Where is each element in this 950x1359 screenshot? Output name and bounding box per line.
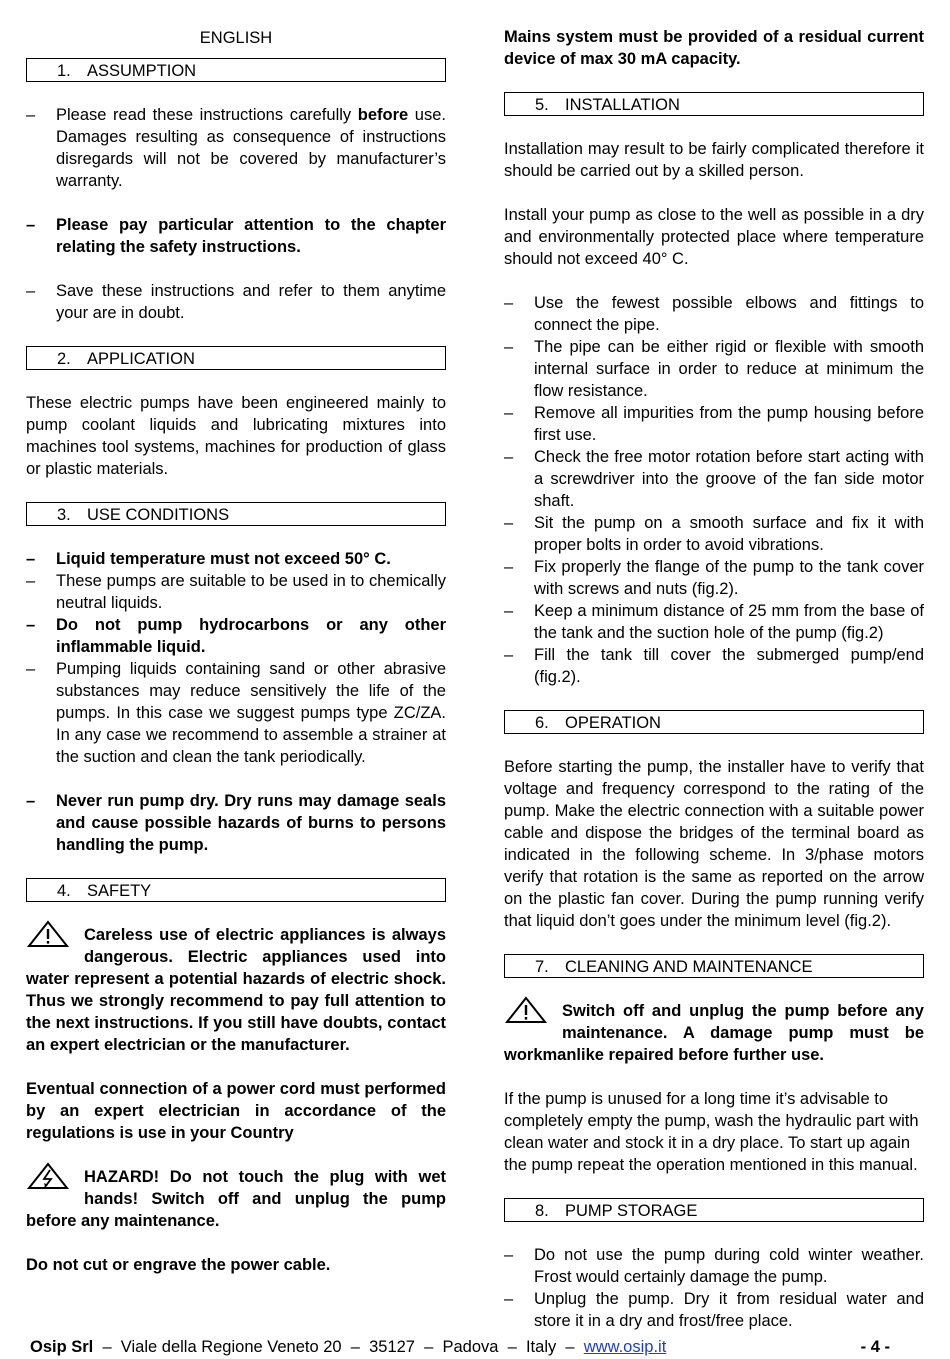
mains-text: Mains system must be provided of a residual current device of max 30 mA capacity. bbox=[504, 28, 924, 68]
list-item: – Liquid temperature must not exceed 50° C. bbox=[26, 550, 391, 568]
list-item: – The pipe can be either rigid or flexible with smooth internal surface in order to reduce at minimum the flow resistance. bbox=[504, 338, 924, 400]
safety-warning: Careless use of electric appliances is always dangerous. Electric appliances used into water represent a potential hazards of electric shock. Thus we strongly recommend to pay full attention to the next instructions. If you still have doubts, contact an expert electrician or the manufacturer. bbox=[26, 924, 446, 1056]
company-name: Osip Srl bbox=[30, 1338, 94, 1356]
use-conditions-list bbox=[26, 548, 446, 768]
list-item: – Sit the pump on a smooth surface and fix it with proper bolts in order to avoid vibrations. bbox=[504, 514, 924, 554]
use-conditions-list-2 bbox=[26, 790, 446, 856]
section-header-assumption: 1. ASSUMPTION bbox=[26, 58, 446, 82]
list-item: – Please pay particular attention to the chapter relating the safety instructions. bbox=[26, 216, 446, 256]
right-column bbox=[504, 26, 924, 1354]
operation-text: Before starting the pump, the installer have to verify that voltage and frequency correspond to the rating of the pump. Make the electric connection with a suitable power cable and dispose the bridges of the terminal board as indicated in the following scheme. In 3/phase motors verify that rotation is the same as reported on the arrow on the plastic fan cover. During the pump running verify that liquid don’t goes under the minimum level (fig.2). bbox=[504, 758, 924, 930]
installation-list bbox=[504, 292, 924, 688]
electric-hazard-icon bbox=[26, 1162, 70, 1190]
warning-triangle-icon bbox=[504, 996, 548, 1024]
company-address: – Viale della Regione Veneto 20 – 35127 – Padova – Italy – bbox=[93, 1338, 584, 1356]
list-item: – These pumps are suitable to be used in to chemically neutral liquids. bbox=[26, 572, 446, 612]
storage-list bbox=[504, 1244, 924, 1332]
list-item: – Unplug the pump. Dry it from residual water and store it in a dry and frost/free place. bbox=[504, 1290, 924, 1330]
list-item: – Never run pump dry. Dry runs may damage seals and cause possible hazards of burns to persons handling the pump. bbox=[26, 792, 446, 854]
list-item: – Save these instructions and refer to them anytime your are in doubt. bbox=[26, 282, 446, 322]
assumption-list bbox=[26, 104, 446, 324]
list-item: – Keep a minimum distance of 25 mm from the base of the tank and the suction hole of the pump (fig.2) bbox=[504, 602, 924, 642]
section-header-safety: 4. SAFETY bbox=[26, 878, 446, 902]
section-header-installation: 5. INSTALLATION bbox=[504, 92, 924, 116]
cable-text: Do not cut or engrave the power cable. bbox=[26, 1256, 331, 1274]
hazard-text: HAZARD! Do not touch the plug with wet hands! Switch off and unplug the pump before any maintenance. bbox=[26, 1166, 446, 1232]
application-text: These electric pumps have been engineered mainly to pump coolant liquids and lubricating mixtures into machines tool systems, machines for production of glass or plastic materials. bbox=[26, 394, 446, 478]
cleaning-text: If the pump is unused for a long time it’s advisable to completely empty the pump, wash the hydraulic part with clean water and stock it in a dry place. To start up again the pump repeat the operation mentioned in this manual. bbox=[504, 1090, 919, 1174]
left-column bbox=[26, 26, 446, 1298]
language-heading: ENGLISH bbox=[199, 29, 273, 47]
section-header-use-conditions: 3. USE CONDITIONS bbox=[26, 502, 446, 526]
website-link[interactable]: www.osip.it bbox=[583, 1338, 667, 1356]
section-header-cleaning: 7. CLEANING AND MAINTENANCE bbox=[504, 954, 924, 978]
list-item: – Fix properly the flange of the pump to the tank cover with screws and nuts (fig.2). bbox=[504, 558, 924, 598]
section-header-operation: 6. OPERATION bbox=[504, 710, 924, 734]
power-cord-text: Eventual connection of a power cord must performed by an expert electrician in accordance of the regulations is use in your Country bbox=[26, 1080, 446, 1142]
section-header-application: 2. APPLICATION bbox=[26, 346, 446, 370]
list-item: – Pumping liquids containing sand or other abrasive substances may reduce sensitively the life of the pumps. In this case we suggest pumps type ZC/ZA. In any case we recommend to assemble a strainer at the suction and clean the tank periodically. bbox=[26, 660, 446, 766]
list-item: – Fill the tank till cover the submerged pump/end (fig.2). bbox=[504, 646, 924, 686]
warning-triangle-icon bbox=[26, 920, 70, 948]
page-number: - 4 - bbox=[860, 1338, 890, 1356]
installation-text-1: Installation may result to be fairly complicated therefore it should be carried out by a skilled person. bbox=[504, 140, 924, 180]
list-item: – Check the free motor rotation before start acting with a screwdriver into the groove of the fan side motor shaft. bbox=[504, 448, 924, 510]
list-item: – Use the fewest possible elbows and fittings to connect the pipe. bbox=[504, 294, 924, 334]
cleaning-warning: Switch off and unplug the pump before any maintenance. A damage pump must be workmanlike repaired before further use. bbox=[504, 1000, 924, 1066]
list-item: – Remove all impurities from the pump housing before first use. bbox=[504, 404, 924, 444]
list-item: – Please read these instructions carefully before use. Damages resulting as consequence of instructions disregards will not be covered by manufacturer’s warranty. bbox=[26, 106, 446, 190]
page-footer bbox=[30, 1336, 890, 1358]
list-item: – Do not pump hydrocarbons or any other inflammable liquid. bbox=[26, 616, 446, 656]
installation-text-2: Install your pump as close to the well as possible in a dry and environmentally protected place where temperature should not exceed 40° C. bbox=[504, 206, 924, 268]
list-item: – Do not use the pump during cold winter weather. Frost would certainly damage the pump. bbox=[504, 1246, 924, 1286]
section-header-storage: 8. PUMP STORAGE bbox=[504, 1198, 924, 1222]
